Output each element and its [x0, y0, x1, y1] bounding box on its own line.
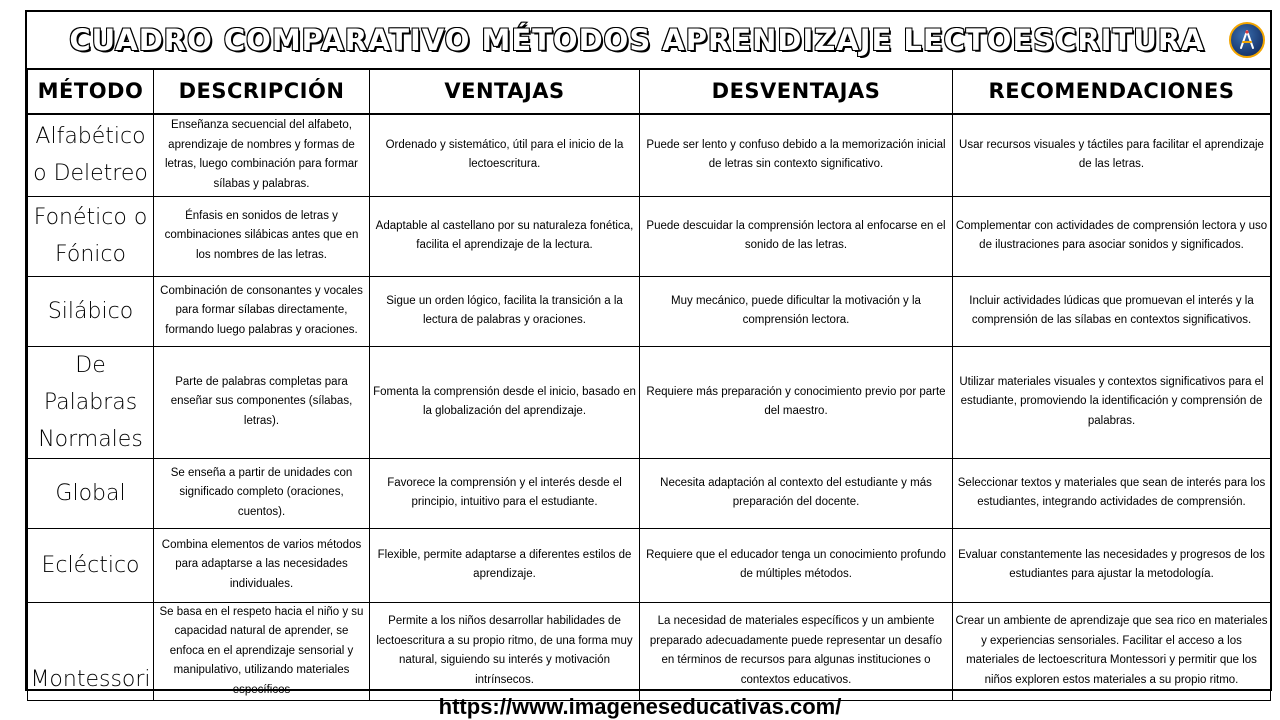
description-cell: Énfasis en sonidos de letras y combinaciones silábicas antes que en los nombres de las letras.: [154, 196, 370, 276]
description-cell: Se basa en el respeto hacia el niño y su capacidad natural de aprender, se enfoca en el aprendizaje sensorial y manipulativo, utilizando materiales específicos: [154, 602, 370, 701]
compass-logo-icon: [1229, 22, 1265, 58]
recommendations-cell: Complementar con actividades de comprensión lectora y uso de ilustraciones para asociar sonidos y significados.: [953, 196, 1271, 276]
description-cell: Se enseña a partir de unidades con significado completo (oraciones, cuentos).: [154, 458, 370, 528]
method-cell: Fonético o Fónico: [28, 196, 154, 276]
table-row: [28, 346, 1271, 458]
disadvantages-cell: Requiere que el educador tenga un conocimiento profundo de múltiples métodos.: [640, 528, 953, 602]
recommendations-cell: Usar recursos visuales y táctiles para facilitar el aprendizaje de las letras.: [953, 114, 1271, 196]
table-row: [28, 114, 1271, 196]
advantages-cell: Adaptable al castellano por su naturaleza fonética, facilita el aprendizaje de la lectura.: [370, 196, 640, 276]
disadvantages-cell: Muy mecánico, puede dificultar la motivación y la comprensión lectora.: [640, 276, 953, 346]
disadvantages-cell: Puede ser lento y confuso debido a la memorización inicial de letras sin contexto significativo.: [640, 114, 953, 196]
recommendations-cell: Incluir actividades lúdicas que promuevan el interés y la comprensión de las sílabas en contextos significativos.: [953, 276, 1271, 346]
description-cell: Parte de palabras completas para enseñar sus componentes (sílabas, letras).: [154, 346, 370, 458]
table-row: [28, 458, 1271, 528]
method-cell: Global: [28, 458, 154, 528]
disadvantages-cell: La necesidad de materiales específicos y un ambiente preparado adecuadamente puede representar un desafío en términos de recursos para algunas instituciones o contextos educativos.: [640, 602, 953, 701]
table-row: [28, 196, 1271, 276]
disadvantages-cell: Requiere más preparación y conocimiento previo por parte del maestro.: [640, 346, 953, 458]
advantages-cell: Sigue un orden lógico, facilita la transición a la lectura de palabras y oraciones.: [370, 276, 640, 346]
advantages-cell: Flexible, permite adaptarse a diferentes estilos de aprendizaje.: [370, 528, 640, 602]
recommendations-cell: Seleccionar textos y materiales que sean de interés para los estudiantes, integrando actividades de comprensión.: [953, 458, 1271, 528]
title-banner: [27, 12, 1270, 70]
description-cell: Enseñanza secuencial del alfabeto, aprendizaje de nombres y formas de letras, luego combinación para formar sílabas y palabras.: [154, 114, 370, 196]
table-row: [28, 602, 1271, 701]
method-cell: De Palabras Normales: [28, 346, 154, 458]
method-cell: Silábico: [28, 276, 154, 346]
advantages-cell: Fomenta la comprensión desde el inicio, basado en la globalización del aprendizaje.: [370, 346, 640, 458]
table-row: [28, 528, 1271, 602]
methods-table: [27, 68, 1271, 701]
source-url-link[interactable]: https://www.imageneseducativas.com/: [438, 694, 842, 719]
method-cell: Montessori: [28, 602, 154, 701]
header-advantages: VENTAJAS: [370, 69, 640, 115]
advantages-cell: Favorece la comprensión y el interés desde el principio, intuitivo para el estudiante.: [370, 458, 640, 528]
header-description: DESCRIPCIÓN: [154, 69, 370, 115]
disadvantages-cell: Puede descuidar la comprensión lectora al enfocarse en el sonido de las letras.: [640, 196, 953, 276]
page-title: CUADRO COMPARATIVO MÉTODOS APRENDIZAJE LECTOESCRITURA: [69, 23, 1205, 57]
header-method: MÉTODO: [28, 69, 154, 115]
advantages-cell: Permite a los niños desarrollar habilidades de lectoescritura a su propio ritmo, de una forma muy natural, siguiendo su interés y motivación intrínsecos.: [370, 602, 640, 701]
recommendations-cell: Utilizar materiales visuales y contextos significativos para el estudiante, promoviendo la identificación y comprensión de palabras.: [953, 346, 1271, 458]
header-recommendations: RECOMENDACIONES: [953, 69, 1271, 115]
method-cell: Ecléctico: [28, 528, 154, 602]
advantages-cell: Ordenado y sistemático, útil para el inicio de la lectoescritura.: [370, 114, 640, 196]
recommendations-cell: Evaluar constantemente las necesidades y progresos de los estudiantes para ajustar la metodología.: [953, 528, 1271, 602]
table-row: [28, 276, 1271, 346]
method-cell: Alfabético o Deletreo: [28, 114, 154, 196]
description-cell: Combina elementos de varios métodos para adaptarse a las necesidades individuales.: [154, 528, 370, 602]
compass-glyph-icon: [1235, 28, 1259, 52]
comparison-sheet: [25, 10, 1272, 696]
header-disadvantages: DESVENTAJAS: [640, 69, 953, 115]
header-row: [28, 69, 1271, 115]
recommendations-cell: Crear un ambiente de aprendizaje que sea rico en materiales y experiencias sensoriales. Facilitar el acceso a los materiales de lectoescritura Montessori y permitir que los niños exploren estos materiales a su propio ritmo.: [953, 602, 1271, 701]
description-cell: Combinación de consonantes y vocales para formar sílabas directamente, formando luego palabras y oraciones.: [154, 276, 370, 346]
disadvantages-cell: Necesita adaptación al contexto del estudiante y más preparación del docente.: [640, 458, 953, 528]
